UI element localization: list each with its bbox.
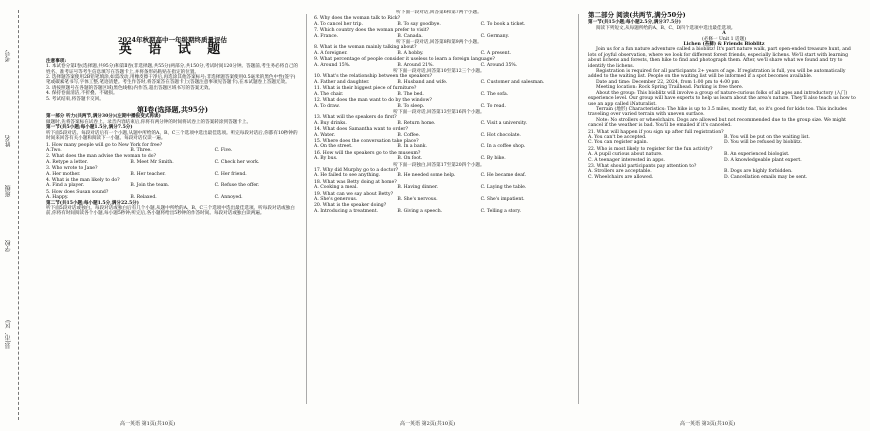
option-b: B. Dogs are highly forbidden. xyxy=(724,169,793,175)
question-stem: 5. How does Susan sound? xyxy=(46,189,109,195)
note-item: 4. 保持卷面清洁,不折叠、不破损。 xyxy=(46,91,118,97)
listening-direction: 听下面一段对话,回答第13至第16四个小题。 xyxy=(393,109,485,115)
option-b: B. Giving a speech. xyxy=(397,208,443,214)
question-stem: 22. Who is most likely to register for the fun activity? xyxy=(588,146,713,152)
page-footer-3: 高一英语 第3页(共10页) xyxy=(680,421,736,427)
question-stem: 7. Which country does the woman prefer to visit? xyxy=(314,28,429,34)
option-a: A. France. xyxy=(314,33,339,39)
option-b: B. Relaxed. xyxy=(130,195,157,201)
option-b: B. An experienced biologist. xyxy=(724,152,790,158)
reading-section1-title: 第一节(共15小题;每小题2.5分,满分37.5分) xyxy=(588,20,681,26)
reading-intro: 阅读下列短文,从每题所给的A、B、C、D四个选项中选出最佳选项。 xyxy=(596,25,736,31)
page-3-column xyxy=(588,10,860,420)
question-item xyxy=(314,69,564,85)
passage-title: Lichen (苔藓) & Friends Bioblitz xyxy=(683,42,765,48)
listening-direction: 听下面一段对话,回答第10至第12三个小题。 xyxy=(393,69,485,75)
passage-paragraph: Note: No strollers or wheelchairs. Dogs are allowed but not recommended due to the group size. We might cancel if the weather is bad. You'll be emailed if it's canceled. xyxy=(588,117,846,129)
listening-section-title: 第一部分 听力(共两节,满分30分)(左期中播报变式再谈) xyxy=(46,114,161,120)
option-b: B. You will be put on the waiting list. xyxy=(724,134,810,140)
option-a: A. You can't be accepted. xyxy=(588,134,647,140)
question-stem: 15. Where does the conversation take place? xyxy=(314,138,419,144)
question-item xyxy=(314,57,564,68)
question-stem: 19. What can we say about Betty? xyxy=(314,191,394,197)
binding-margin xyxy=(0,0,40,431)
label-name: 姓名 xyxy=(5,135,12,147)
exam-title: 2024年秋期高中一年级期终质量评估 xyxy=(117,36,228,44)
question-stem: 11. What is their biggest piece of furniture? xyxy=(314,86,417,92)
section1-title: 第一节(共5小题;每小题1.5分,满分7.5分) xyxy=(46,125,133,131)
question-stem: 6. Why does the woman talk to Rick? xyxy=(314,16,401,22)
option-b: B. On foot. xyxy=(397,156,423,162)
option-a: A. By bus. xyxy=(314,156,338,162)
option-d: D. You will be refused by bioblitz. xyxy=(724,140,803,146)
page-footer-2: 高一英语 第2页(共10页) xyxy=(400,421,456,427)
label-exam-number: 考号 xyxy=(5,50,12,62)
question-item xyxy=(314,86,564,97)
passage-letter: A xyxy=(722,31,726,37)
option-a: A. Introducing a treatment. xyxy=(314,208,379,214)
option-b: B. Her teacher. xyxy=(130,171,166,177)
note-item: 2. 选择题答案使用2B铅笔填涂,如需改动,用橡皮擦干净后,再选涂其他答案标号;非选择题答案使用0.5毫米的黑色中性(签字)笔或碳素笔书写,字体工整,笔迹清楚。考生作答时,将答案答在答题卡上(答题注意事项见答题卡),在本试题卷上答题无效。 xyxy=(46,75,296,86)
option-c: C. By bike. xyxy=(480,156,506,162)
option-c: C. To book a ticket. xyxy=(480,21,526,27)
option-a: A. Cooking a meal. xyxy=(314,185,358,191)
option-a: A. Find a player. xyxy=(46,183,85,189)
option-a: A. Happy. xyxy=(46,195,69,201)
note-item: 5. 考试结束,将答题卡交回。 xyxy=(46,96,104,102)
option-a: A. She's generous. xyxy=(314,197,358,202)
option-c: C. The sofa. xyxy=(480,91,509,97)
option-a: A.Two. xyxy=(46,147,62,153)
option-c: C. Refuse the offer. xyxy=(214,183,260,189)
column-divider xyxy=(306,14,307,404)
option-a: A. Father and daughter. xyxy=(314,79,370,85)
option-b: B. Canada. xyxy=(397,33,423,39)
option-c: C. Around 35%. xyxy=(480,62,518,68)
option-b: B. Husband and wife. xyxy=(397,79,448,85)
label-class: 班级 xyxy=(5,185,12,197)
option-b: B. A hobby. xyxy=(397,50,424,56)
listening-direction: 听下面一段独白,回答第17至第20四个小题。 xyxy=(393,162,485,168)
question-item xyxy=(314,203,564,214)
question-stem: 20. What is the speaker doing? xyxy=(314,203,387,209)
question-stem: 17. Why did Murphy go to a doctor? xyxy=(314,167,399,173)
option-c: C. He became deaf. xyxy=(480,173,527,179)
page-1-column xyxy=(46,10,299,420)
option-a: A. Retype a letter. xyxy=(46,159,88,165)
question-stem: 8. What is the woman mainly talking about? xyxy=(314,45,417,51)
option-c: C. In a coffee shop. xyxy=(480,144,526,150)
option-c: C. Wheelchairs are allowed. xyxy=(588,174,654,180)
option-b: B. Coffee. xyxy=(397,132,421,138)
part1-title: 第Ⅰ卷(选择题,共95分) xyxy=(136,105,209,115)
question-stem: 23. What should participants pay attention to? xyxy=(588,163,697,169)
question-stem: 21. What will happen if you sign up after full registration? xyxy=(588,129,724,135)
page-2-column xyxy=(314,10,564,420)
question-item xyxy=(314,110,564,126)
option-a: A. He failed to see anything. xyxy=(314,173,381,179)
note-item: 3. 请按照题号在各题的答题区域(黑色线框)内作答,超出答题区域书写的答案无效。 xyxy=(46,85,214,91)
passage-paragraph: Terrain (地形) Characteristics: The hike is up to 3.5 miles, mostly flat, so it's good for kids too. This includes traveling over varied terrain with uneven surface. xyxy=(588,106,847,118)
passage-paragraph: Meeting location: Rock Spring Trailhead. Parking is free there. xyxy=(596,85,744,91)
option-a: A. Water. xyxy=(314,132,336,138)
option-b: B. To sleep. xyxy=(397,103,425,109)
passage-paragraph: Registration is required for all participants 2+ years of age. If registration is full, you will be automatically added to the waiting list. People on the waiting list will be informed if a spot becomes available. xyxy=(588,69,846,80)
passage-paragraph: Date and time: December 22, 2024, from 1:00 pm to 4:00 pm xyxy=(596,79,739,85)
question-item xyxy=(314,192,564,203)
option-a: A. A foreigner. xyxy=(314,50,348,56)
option-b: B. She's nervous. xyxy=(397,197,438,202)
option-b: B. In a bank. xyxy=(397,144,427,150)
question-4 xyxy=(46,178,299,189)
main-title: 英 语 试 题 xyxy=(118,42,227,58)
option-c: C. You can register again. xyxy=(588,140,649,146)
option-c: C. Laying the table. xyxy=(480,185,527,191)
option-b: B. Meet Mr Smith. xyxy=(130,159,174,165)
notes-title: 注意事项: xyxy=(46,58,67,64)
reading-question-list xyxy=(588,130,860,181)
option-c: C. A present. xyxy=(480,50,511,56)
option-b: B. To say goodbye. xyxy=(397,21,441,27)
option-a: A. The chair. xyxy=(314,91,344,97)
question-2 xyxy=(46,154,299,165)
reading-question-item xyxy=(588,164,860,180)
section2-intro: 听下面5段对话或独白。每段对话或独白后有几个小题,从题中所给的A、B、C三个选项中选出最佳选项。听每段对话或独白前,你将有时间阅读各个小题,每小题5秒钟;听完后,各小题将给出5秒钟的作答时间。每段对话或独白读两遍。 xyxy=(46,205,295,217)
question-stem: 4. What is the man likely to do? xyxy=(46,177,120,183)
option-d: D. Cancellation emails may be sent. xyxy=(724,174,808,180)
question-item xyxy=(314,127,564,138)
option-c: C. Germany. xyxy=(480,33,510,39)
option-b: B. Join the team. xyxy=(130,183,170,189)
option-c: C. She's impatient. xyxy=(480,197,525,202)
option-b: B. Three. xyxy=(130,147,152,153)
option-a: A. Around 15%. xyxy=(314,62,351,68)
option-b: B. Return home. xyxy=(397,120,436,126)
option-a: A. To cancel her trip. xyxy=(314,21,363,27)
column-divider xyxy=(578,14,579,404)
question-1 xyxy=(46,143,299,154)
option-a: A. Strollers are acceptable. xyxy=(588,169,652,175)
question-item xyxy=(314,180,564,191)
seal-line xyxy=(18,10,19,420)
question-item xyxy=(314,40,564,56)
option-c: C. A teenager interested in apps. xyxy=(588,157,665,163)
question-item xyxy=(314,28,564,39)
passage-source: (必修一 Unit 1 话题) xyxy=(701,36,746,42)
question-item xyxy=(314,16,564,27)
section1-intro: 听下面5段对话。每段对话后有一个小题,从题中所给的A、B、C三个选项中选出最佳选项。听完每段对话后,你都有10秒钟的时间来回答有关小题和阅读下一小题。每段对话仅读一遍。 xyxy=(46,130,298,142)
question-list xyxy=(314,16,564,214)
option-a: A. Buy drinks. xyxy=(314,120,347,126)
option-a: A. Her mother. xyxy=(46,171,81,177)
page-footer-1: 高一英语 第1页(共10页) xyxy=(120,421,176,427)
question-item xyxy=(314,98,564,109)
question-stem: 14. What does Samantha want to order? xyxy=(314,127,408,133)
passage-paragraph: Join us for a fun nature adventure called a bioblitz! It's part nature walk, part open-ended treasure hunt, and lots of joyful observation, where we look for different forest friends, especially lichens. We'll start with learning about lichens and forests, then hike to find and photograph them. After, we'll share what we found and try to identify the lichens. xyxy=(588,47,851,69)
option-b: B. Around 21%. xyxy=(397,62,434,68)
option-a: A. To draw. xyxy=(314,103,340,109)
option-c: C. Visit a university. xyxy=(480,120,527,126)
question-stem: 9. What percentage of people consider it useless to learn a foreign language? xyxy=(314,57,495,63)
option-c: C. Annoyed. xyxy=(214,195,243,201)
question-3 xyxy=(46,166,299,177)
question-stem: 16. How will the speakers go to the museum? xyxy=(314,150,421,156)
reading-question-item xyxy=(588,147,860,163)
option-d: D. A knowledgeable plant expert. xyxy=(724,157,802,163)
question-stem: 2. What does the man advise the woman to do? xyxy=(46,154,157,160)
question-stem: 1. How many people will go to New York for free? xyxy=(46,142,163,148)
passage-paragraph: About the group: This bioblitz will involve a group of nature-curious folks of all ages and introductory (入门) experience level. Our group will have experts to help us learn about the area's nature. They'll also teach us how to use an app called iNaturalist. xyxy=(588,90,856,107)
question-stem: 3. Who wrote to Jane? xyxy=(46,166,98,172)
question-stem: 18. What was Betty doing at home? xyxy=(314,179,397,185)
option-c: C. Customer and salesman. xyxy=(480,79,545,85)
option-b: B. Having dinner. xyxy=(397,185,438,191)
option-a: A. On the street. xyxy=(314,144,353,150)
section2-title: 第二节(共15小题;每小题1.5分,满分22.5分) xyxy=(46,200,139,206)
option-b: B. He needed some help. xyxy=(397,173,456,179)
question-item xyxy=(314,163,564,179)
label-county: 县(市、区) xyxy=(5,320,12,349)
question-stem: 12. What does the man want to do by the window? xyxy=(314,98,432,104)
listening-direction: 听下面一段对话,回答第6和第7两个小题。 xyxy=(396,10,482,15)
question-item xyxy=(314,139,564,150)
question-stem: 13. What will the speakers do first? xyxy=(314,115,397,121)
option-c: C. Her friend. xyxy=(214,171,247,177)
listening-intro: 做题时,先将答案标在试卷上。录音内容结束后,你将有两分钟的时间将试卷上的答案转涂到答题卡上。 xyxy=(46,119,252,125)
option-c: C. To read. xyxy=(480,103,506,109)
question-stem: 10. What's the relationship between the speakers? xyxy=(314,74,432,80)
reading-question-item xyxy=(588,130,860,146)
question-item xyxy=(314,151,564,162)
question-5 xyxy=(46,190,299,201)
option-c: C. Five. xyxy=(214,147,233,153)
option-a: A. A pupil curious about nature. xyxy=(588,152,663,158)
option-c: C. Hot chocolate. xyxy=(480,132,521,138)
option-b: B. The bed. xyxy=(397,91,424,97)
option-c: C. Telling a story. xyxy=(480,208,521,214)
reading-section-title: 第二部分 阅读(共两节,满分50分) xyxy=(588,11,686,19)
note-item: 1. 本试卷分第Ⅰ卷(选择题,共95分)和第Ⅱ卷(非选择题,共55分)两部分,共150分,考试时间120分钟。答题前,考生务必将自己的姓名、准考证号等考生信息填写在答题卡上,并将条形码粘贴在指定的位置。 xyxy=(46,64,299,75)
listening-direction: 听下面一段对话,回答第8和第9两个小题。 xyxy=(396,40,482,46)
option-c: C. Check her work. xyxy=(214,159,260,165)
label-school: 学校 xyxy=(5,240,12,252)
